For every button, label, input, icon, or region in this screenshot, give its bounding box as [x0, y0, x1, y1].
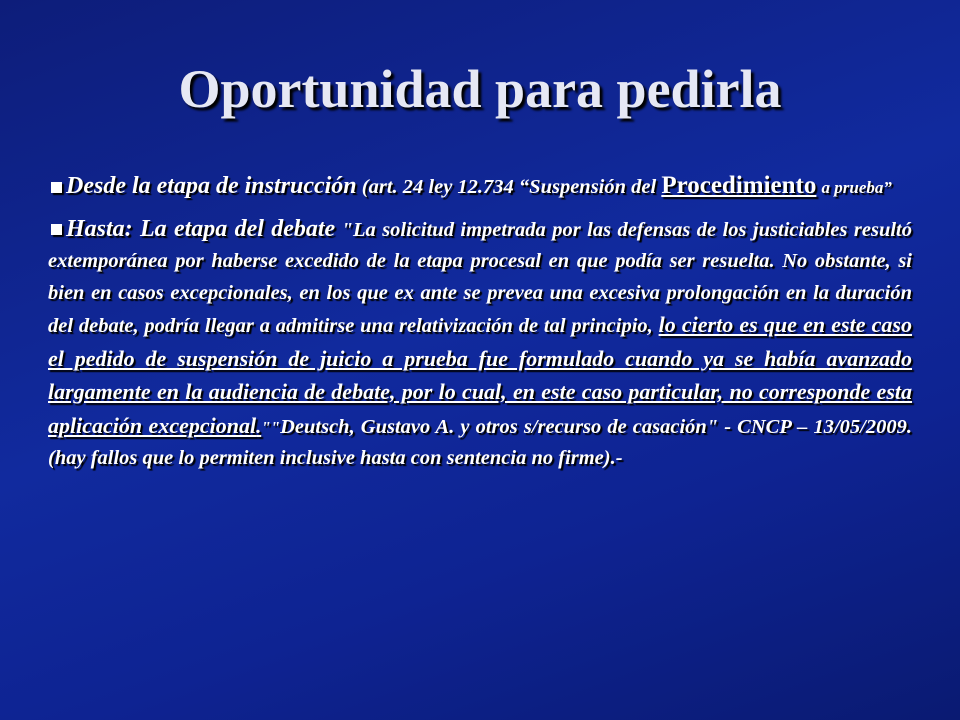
bullet1-lead: Desde la etapa de instrucción — [66, 173, 357, 199]
slide-title: Oportunidad para pedirla — [178, 59, 782, 119]
bullet2-dot: . — [256, 415, 262, 438]
bullet1-procedimiento: Procedimiento — [661, 172, 817, 199]
bullet2-marks: "" — [261, 417, 281, 437]
bullet1-tail: a prueba” — [821, 178, 892, 197]
square-bullet-icon — [51, 182, 62, 193]
bullet2-citation: Deutsch, Gustavo A. y otros s/recurso de casación" - CNCP – 13/05/2009. (hay fallos que lo permiten inclusive hasta con sentencia no firme).- — [48, 415, 912, 469]
bullet-item-instruccion — [48, 170, 912, 204]
bullet-item-debate — [48, 214, 912, 475]
bullet2-lead: Hasta: La etapa del debate — [66, 215, 336, 242]
bullet1-paren: (art. 24 ley 12.734 “Suspensión del — [361, 176, 657, 198]
bullet2-quote: "La solicitud impetrada por las defensas de los justiciables resultó extemporánea por haberse excedido de la etapa procesal en que podía ser resuelta. No obstante, si bien en casos excepcionales, en los que ex ante se prevea una excesiva prolongación en la duración del debate, podría llegar a admitirse una relativización de tal principio, — [48, 218, 912, 337]
bullet2-underlined: lo cierto es que en este caso el pedido de suspensión de juicio a prueba fue formulado cuando ya se había avanzado largamente en la audiencia de debate, por lo cual, en este caso particular, no corresponde esta aplicación excepcional — [48, 312, 912, 438]
square-bullet-icon — [51, 224, 62, 235]
slide-body — [48, 170, 912, 485]
